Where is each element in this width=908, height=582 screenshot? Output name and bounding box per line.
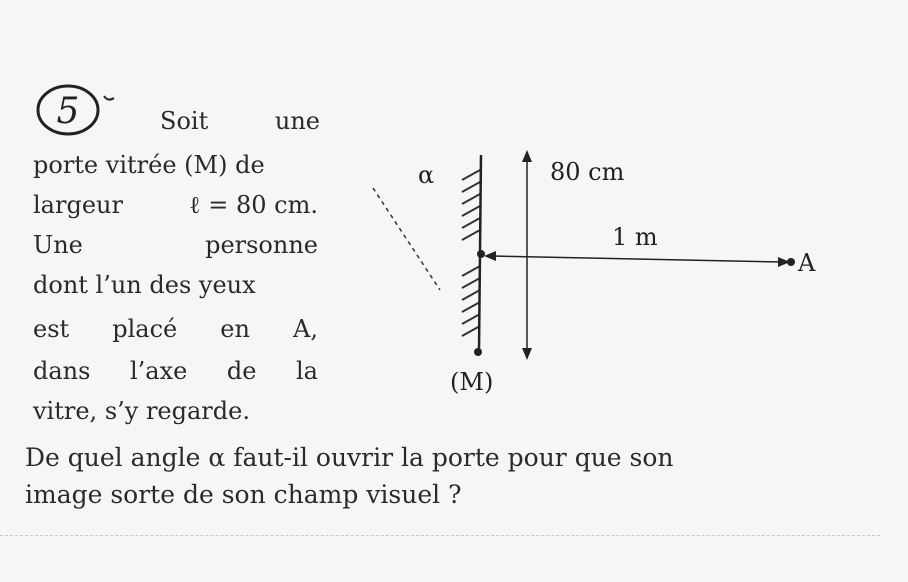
problem-number: 5 — [56, 91, 80, 132]
statement-word: la — [295, 357, 318, 385]
question-line-2: image sorte de son champ visuel ? — [25, 480, 462, 509]
alpha-label: α — [418, 161, 435, 189]
mirror-center-point — [477, 250, 485, 258]
point-a-label: A — [798, 249, 816, 277]
point-a-dot — [787, 258, 795, 266]
width-arrow-head-top — [522, 150, 532, 162]
statement-word: ℓ = 80 cm. — [189, 191, 318, 219]
statement-word: Soit — [160, 107, 209, 135]
width-label: 80 cm — [550, 158, 625, 186]
statement-word: est — [33, 315, 70, 343]
mirror-label: (M) — [450, 368, 494, 396]
statement-word: placé — [112, 315, 178, 343]
question-line-1: De quel angle α faut-il ouvrir la porte pour que son — [25, 443, 674, 472]
statement-word: de — [226, 357, 257, 385]
distance-label: 1 m — [612, 223, 658, 251]
page-rule — [0, 535, 880, 536]
width-arrow-head-bottom — [522, 348, 532, 360]
statement-word: porte vitrée (M) de — [33, 151, 265, 179]
distance-arrow-head-left — [484, 251, 496, 261]
statement-word: largeur — [33, 191, 123, 219]
statement-word: dans — [33, 357, 91, 385]
statement-word: une — [274, 107, 320, 135]
statement-word: Une — [33, 231, 83, 259]
mirror-end-point — [474, 348, 482, 356]
statement-word: personne — [205, 231, 318, 259]
statement-word: dont l’un des yeux — [33, 271, 256, 299]
statement-word: en — [220, 315, 250, 343]
statement-word: A, — [293, 315, 318, 343]
statement-word: vitre, s’y regarde. — [33, 397, 250, 425]
opened-door-line — [373, 188, 440, 290]
distance-arrow — [492, 256, 782, 262]
statement-word: l’axe — [129, 357, 188, 385]
